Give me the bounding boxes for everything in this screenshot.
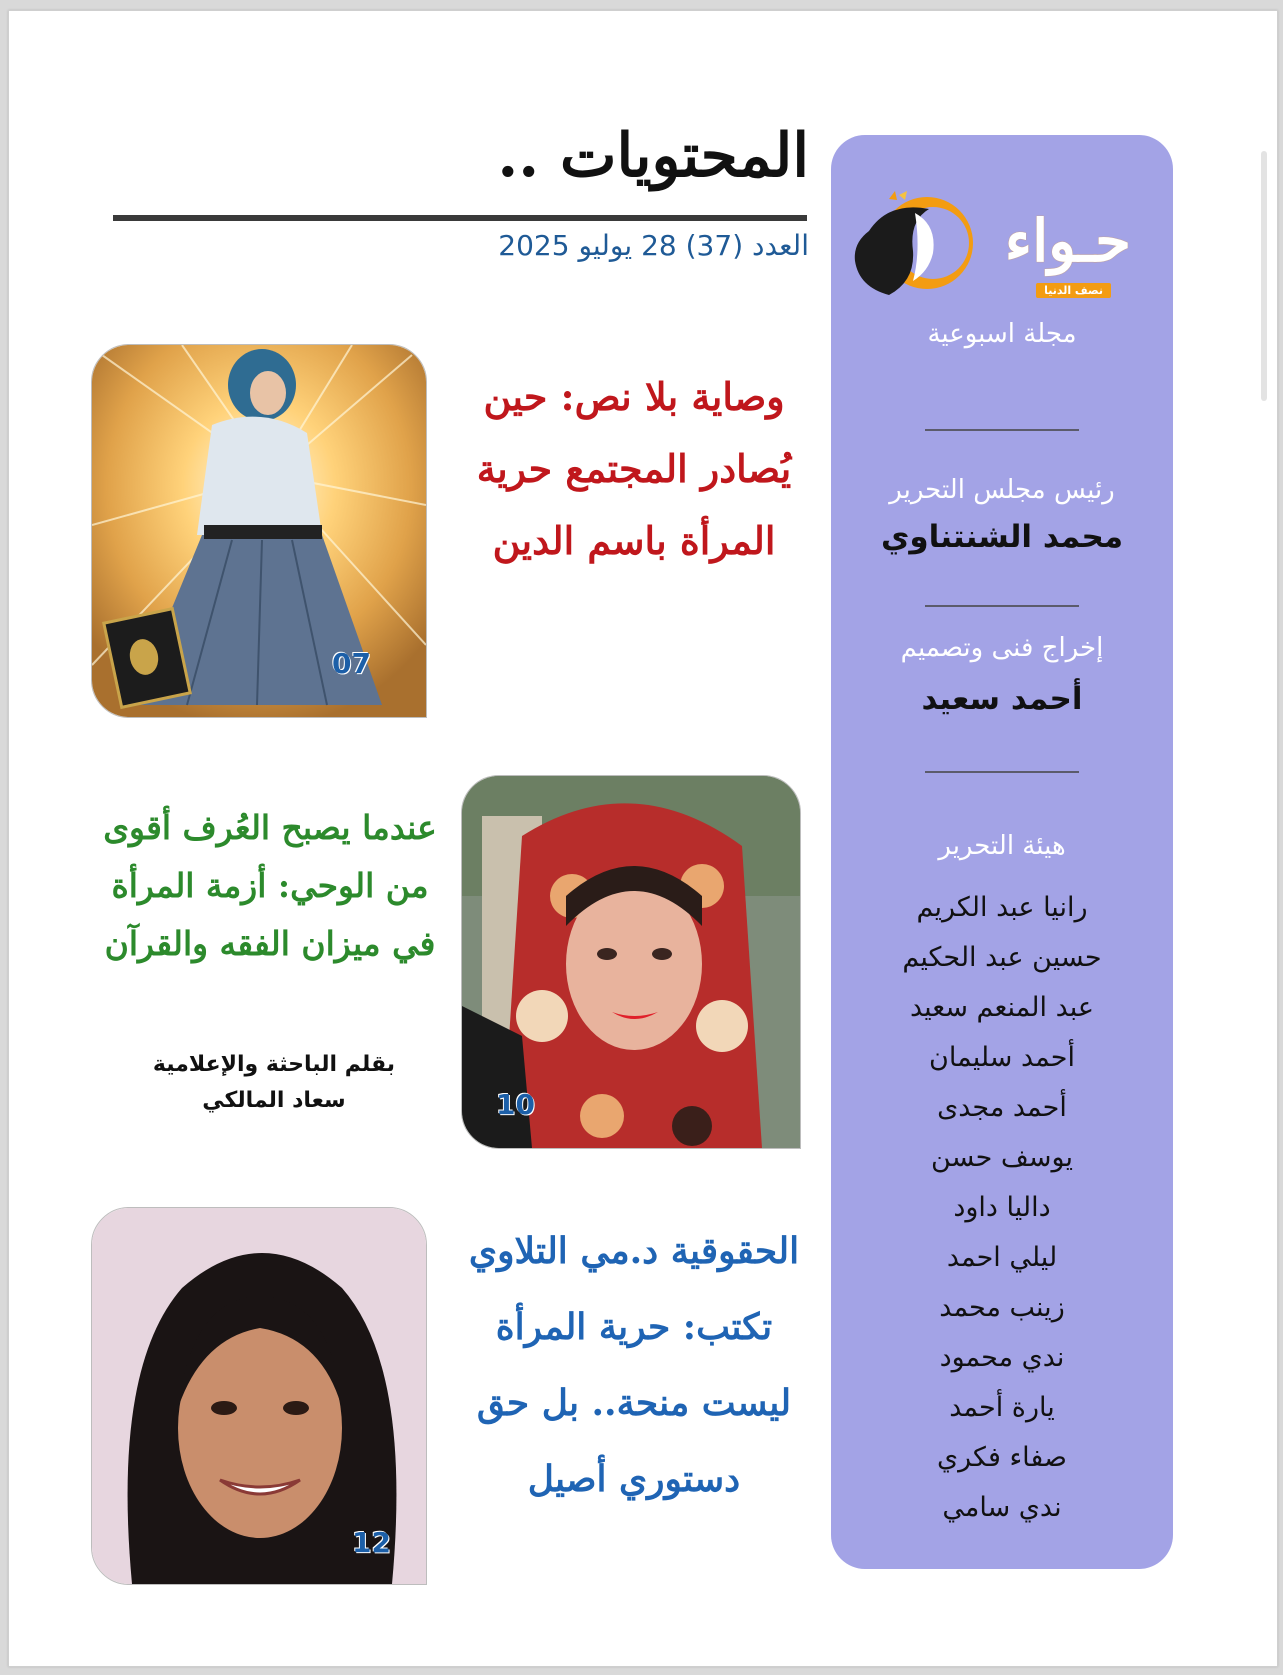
divider-1 (925, 429, 1079, 431)
scrollbar-thumb[interactable] (1261, 151, 1267, 401)
woman-with-quran-illustration (92, 345, 426, 717)
page-number-10: 10 (496, 1088, 535, 1121)
editor-name: أحمد مجدى (937, 1092, 1067, 1123)
article-2-title[interactable]: عندما يصبح العُرف أقوى من الوحي: أزمة المرأة في ميزان الفقه والقرآن (103, 808, 437, 963)
logo-text: حـواء (1004, 207, 1131, 275)
editors-label: هيئة التحرير (938, 831, 1066, 861)
divider-2 (925, 605, 1079, 607)
design-role: إخراج فنى وتصميم (900, 633, 1104, 663)
magazine-page (8, 10, 1278, 1667)
weekly-label: مجلة اسبوعية (927, 319, 1077, 349)
divider-3 (925, 771, 1079, 773)
chief-name: محمد الشنتناوي (880, 519, 1124, 555)
issue-date: العدد (37) 28 يوليو 2025 (498, 229, 809, 262)
article-3-image[interactable] (91, 1207, 427, 1585)
editor-name: ندي محمود (939, 1342, 1065, 1373)
article-3-title[interactable]: الحقوقية د.مي التلاوي تكتب: حرية المرأة ليست منحة.. بل حق دستوري أصيل (468, 1230, 800, 1500)
woman-silhouette-icon (849, 191, 979, 311)
byline-author: سعاد المالكي (202, 1088, 346, 1113)
editor-name: ليلي احمد (946, 1242, 1058, 1273)
editor-name: صفاء فكري (937, 1442, 1067, 1473)
editor-name: داليا داود (953, 1192, 1051, 1223)
byline-label: بقلم الباحثة والإعلامية (152, 1052, 396, 1077)
masthead-sidebar (831, 135, 1173, 1569)
article-2-byline (109, 1047, 439, 1119)
editor-name: رانيا عبد الكريم (916, 892, 1088, 923)
title-underline (113, 215, 807, 221)
editors-list (831, 883, 1173, 1533)
editor-name: أحمد سليمان (929, 1042, 1075, 1073)
design-name: أحمد سعيد (921, 681, 1083, 717)
page-number-12: 12 (352, 1526, 391, 1559)
editor-name: يارة أحمد (949, 1392, 1055, 1423)
page-number-07: 07 (332, 647, 371, 680)
editor-name: حسين عبد الحكيم (902, 942, 1102, 973)
article-1-image[interactable] (91, 344, 427, 718)
hawaa-logo (849, 191, 1149, 311)
editor-name: يوسف حسن (931, 1142, 1073, 1173)
editor-name: زينب محمد (939, 1292, 1065, 1323)
article-1-title[interactable]: وصاية بلا نص: حين يُصادر المجتمع حرية المرأة باسم الدين (476, 374, 792, 563)
page-title: المحتويات .. (497, 121, 809, 191)
logo-tagline: نصف الدنيا (1036, 283, 1111, 298)
editor-name: عبد المنعم سعيد (909, 992, 1095, 1023)
editor-name: ندي سامي (942, 1492, 1062, 1523)
chief-role: رئيس مجلس التحرير (889, 475, 1115, 505)
article-2-image[interactable] (461, 775, 801, 1149)
